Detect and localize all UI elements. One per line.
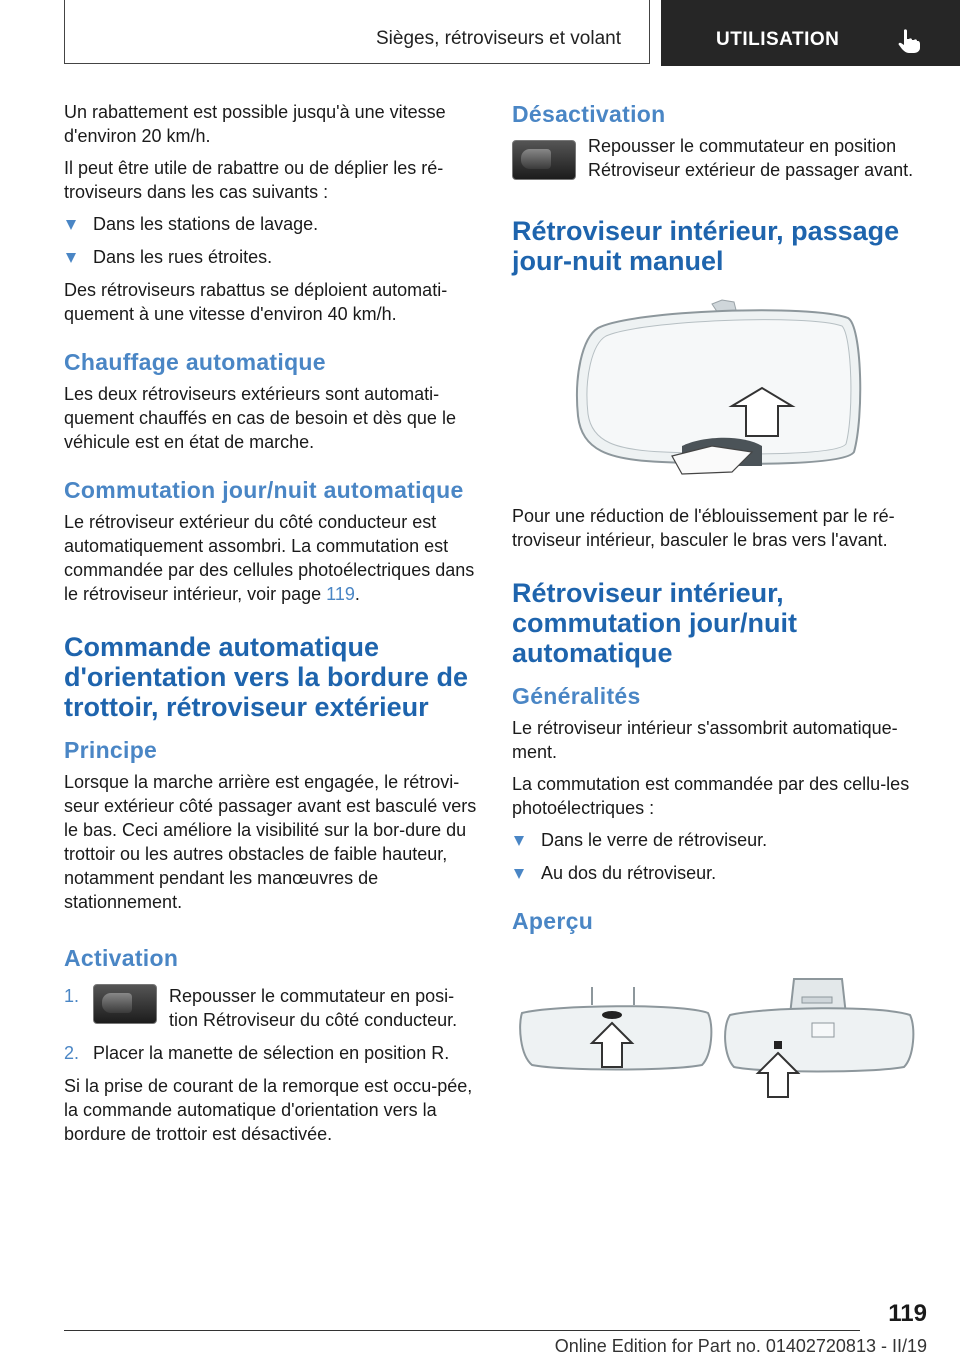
list-item-text: Dans les rues étroites. [93, 247, 273, 267]
bullet-triangle-icon [514, 869, 524, 879]
section-title: Sièges, rétroviseurs et volant [375, 28, 621, 49]
list-item-text: Dans le verre de rétroviseur. [541, 830, 768, 850]
chapter-tab [661, 0, 960, 66]
bullet-triangle-icon [66, 220, 76, 230]
paragraph: Des rétroviseurs rabattus se déploient automati‐quement à une vitesse d'environ 40 km/h. [64, 280, 448, 324]
heading-principe: Principe [64, 737, 158, 763]
heading-apercu: Aperçu [512, 908, 594, 934]
section-header-box [64, 0, 650, 64]
paragraph-text: Le rétroviseur extérieur du côté conducteur est automatiquement assombri. La commutation est commandée par des cellules photoélectriques dans le rétroviseur intérieur, voir page [64, 512, 475, 604]
heading-activation: Activation [64, 945, 179, 971]
paragraph: Les deux rétroviseurs extérieurs sont automati‐quement chauffés en cas de besoin et dès que le véhicule est en état de marche. [64, 384, 456, 452]
page-number: 119 [888, 1300, 927, 1327]
list-item-text: Au dos du rétroviseur. [541, 863, 717, 883]
paragraph: Pour une réduction de l'éblouissement par le ré‐troviseur intérieur, basculer le bras vers l'avant. [512, 506, 895, 550]
mirror-switch-icon [512, 140, 576, 180]
mirror-sensors-illustration [512, 975, 926, 1115]
chapter-title: UTILISATION [716, 29, 840, 50]
step-text: Repousser le commutateur en posi‐tion Rétroviseur du côté conducteur. [169, 986, 458, 1030]
list-item [512, 828, 926, 852]
edition-text: Online Edition for Part no. 01402720813 - II/19 [554, 1336, 927, 1356]
list-item [64, 245, 478, 269]
right-column [512, 100, 926, 1115]
heading-chauffage: Chauffage automatique [64, 349, 326, 375]
step-number: 1. [64, 986, 80, 1006]
list-item [512, 861, 926, 885]
paragraph: Repousser le commutateur en position Rétroviseur extérieur de passager avant. [588, 136, 914, 180]
interior-mirror-illustration [512, 296, 926, 486]
list-item [64, 212, 478, 236]
interior-mirror-figure [512, 296, 926, 486]
paragraph-text: . [354, 584, 360, 604]
paragraph: Il peut être utile de rabattre ou de déplier les ré‐troviseurs dans les cas suivants : [64, 158, 444, 202]
paragraph: Si la prise de courant de la remorque est occu‐pée, la commande automatique d'orientation vers la bordure de trottoir est désactivée. [64, 1076, 473, 1144]
mirror-overview-figure [512, 975, 926, 1115]
paragraph: La commutation est commandée par des cellu‐les photoélectriques : [512, 774, 910, 818]
bullet-triangle-icon [514, 836, 524, 846]
list-item-text: Dans les stations de lavage. [93, 214, 319, 234]
heading-generalites: Généralités [512, 683, 641, 709]
page-footer [0, 1300, 960, 1362]
left-column [64, 100, 478, 1154]
footer-divider [64, 1330, 860, 1331]
step-number: 2. [64, 1043, 80, 1063]
paragraph: Un rabattement est possible jusqu'à une vitesse d'environ 20 km/h. [64, 102, 446, 146]
heading-retroviseur-manuel: Rétroviseur intérieur, passage jour-nuit manuel [512, 216, 900, 276]
list-item [64, 1041, 478, 1065]
paragraph [64, 510, 478, 606]
heading-commutation: Commutation jour/nuit automatique [64, 477, 464, 503]
heading-commande-automatique: Commande automatique d'orientation vers la bordure de trottoir, rétroviseur extérieur [64, 632, 468, 722]
pointing-hand-icon [897, 28, 921, 54]
mirror-switch-icon [93, 984, 157, 1024]
heading-retroviseur-auto: Rétroviseur intérieur, commutation jour/nuit automatique [512, 578, 797, 668]
page-header [0, 0, 960, 66]
paragraph: Le rétroviseur intérieur s'assombrit automatique‐ment. [512, 718, 898, 762]
page-reference-link[interactable]: 119 [326, 584, 355, 604]
heading-desactivation: Désactivation [512, 101, 666, 127]
desactivation-row [512, 134, 926, 190]
step-text: Placer la manette de sélection en position R. [93, 1043, 450, 1063]
bullet-triangle-icon [66, 253, 76, 263]
list-item [64, 984, 478, 1032]
paragraph: Lorsque la marche arrière est engagée, le rétrovi‐seur extérieur côté passager avant est basculé vers le bas. Ceci améliore la visibilité sur la bor‐dure du trottoir ou les autres obstacles de faible hauteur, notamment pendant les manœuvres de stationnement. [64, 772, 477, 912]
